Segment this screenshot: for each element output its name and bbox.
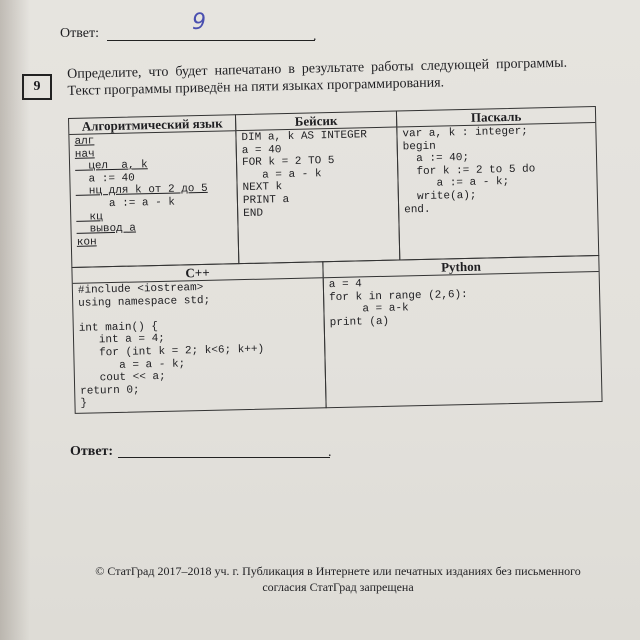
header-cpp: C++ — [72, 262, 322, 284]
code-line: FOR k = 2 TO 5 — [241, 155, 335, 170]
question-text: Определите, что будет напечатано в результате работы следующей программы. Текст программы приведён на пяти языках программирования. — [67, 55, 568, 99]
code-line: int a = 4; — [78, 333, 166, 348]
header-algo: Алгоритмический язык — [69, 115, 235, 135]
code-line: end. — [404, 203, 431, 216]
header-basic: Бейсик — [236, 112, 396, 132]
code-line: NEXT k — [242, 181, 283, 195]
top-answer-label: Ответ: — [60, 26, 99, 41]
top-answer-dot: . — [313, 29, 317, 44]
code-line: кц — [76, 210, 103, 224]
code-line: var a, k : integer; — [402, 125, 528, 141]
bottom-answer-label: Ответ: — [70, 444, 114, 459]
code-line: a := a - k; — [403, 176, 510, 191]
code-line: кон — [76, 236, 97, 249]
cell-cpp — [71, 261, 326, 414]
footer-line-1: © СтатГрад 2017–2018 уч. г. Публикация в Интернете или печатных изданиях без письменного — [95, 564, 581, 578]
handwritten-answer: 9 — [192, 10, 206, 35]
code-line: a := a - k — [75, 196, 176, 211]
code-line: DIM a, k AS INTEGER — [241, 129, 368, 145]
task-number-box — [22, 74, 52, 100]
code-line: int main() { — [78, 320, 159, 335]
code-line: for k in range (2,6): — [329, 288, 468, 304]
code-line: a = a - k — [242, 168, 322, 182]
task-number: 9 — [33, 79, 41, 94]
code-line: #include <iostream> — [77, 281, 204, 297]
code-pascal — [402, 125, 536, 216]
cell-python — [322, 255, 602, 408]
header-pascal: Паскаль — [397, 107, 595, 127]
code-line: алг — [74, 135, 95, 148]
bottom-answer-dot: . — [328, 445, 332, 460]
code-algo — [74, 133, 209, 249]
code-line: a := 40 — [75, 172, 135, 186]
cell-pascal — [396, 106, 599, 260]
code-line: print (a) — [329, 315, 390, 329]
code-line: a = a-k — [329, 302, 409, 317]
top-answer-line — [107, 40, 315, 41]
footer-line-2: согласия СтатГрад запрещена — [262, 580, 414, 594]
code-line: нц для k от 2 до 5 — [75, 183, 208, 199]
code-line: using namespace std; — [78, 294, 211, 310]
code-line: a = 40 — [241, 143, 282, 157]
code-line: a = 4 — [328, 278, 363, 292]
code-line: a := 40; — [402, 152, 470, 166]
code-line: a = a - k; — [79, 357, 186, 373]
code-line: вывод a — [76, 222, 137, 236]
code-line: return 0; — [80, 384, 140, 398]
code-line: cout << a; — [79, 371, 166, 385]
code-line: begin — [402, 140, 436, 154]
cell-basic — [235, 111, 400, 265]
code-line: for k := 2 to 5 do — [403, 163, 536, 179]
code-python — [329, 276, 469, 330]
code-table — [68, 106, 603, 414]
footer — [58, 563, 618, 595]
header-python: Python — [323, 256, 598, 278]
code-basic — [241, 129, 368, 220]
bottom-answer-line — [118, 457, 330, 458]
code-line: цел a, k — [74, 159, 148, 174]
code-line: нач — [74, 148, 95, 161]
code-cpp — [78, 281, 266, 411]
code-line: END — [243, 207, 264, 220]
cell-algo — [68, 114, 239, 268]
code-line: PRINT a — [242, 193, 290, 208]
code-line: for (int k = 2; k<6; k++) — [79, 343, 265, 360]
code-line: write(a); — [403, 189, 477, 204]
code-line: } — [80, 397, 88, 411]
